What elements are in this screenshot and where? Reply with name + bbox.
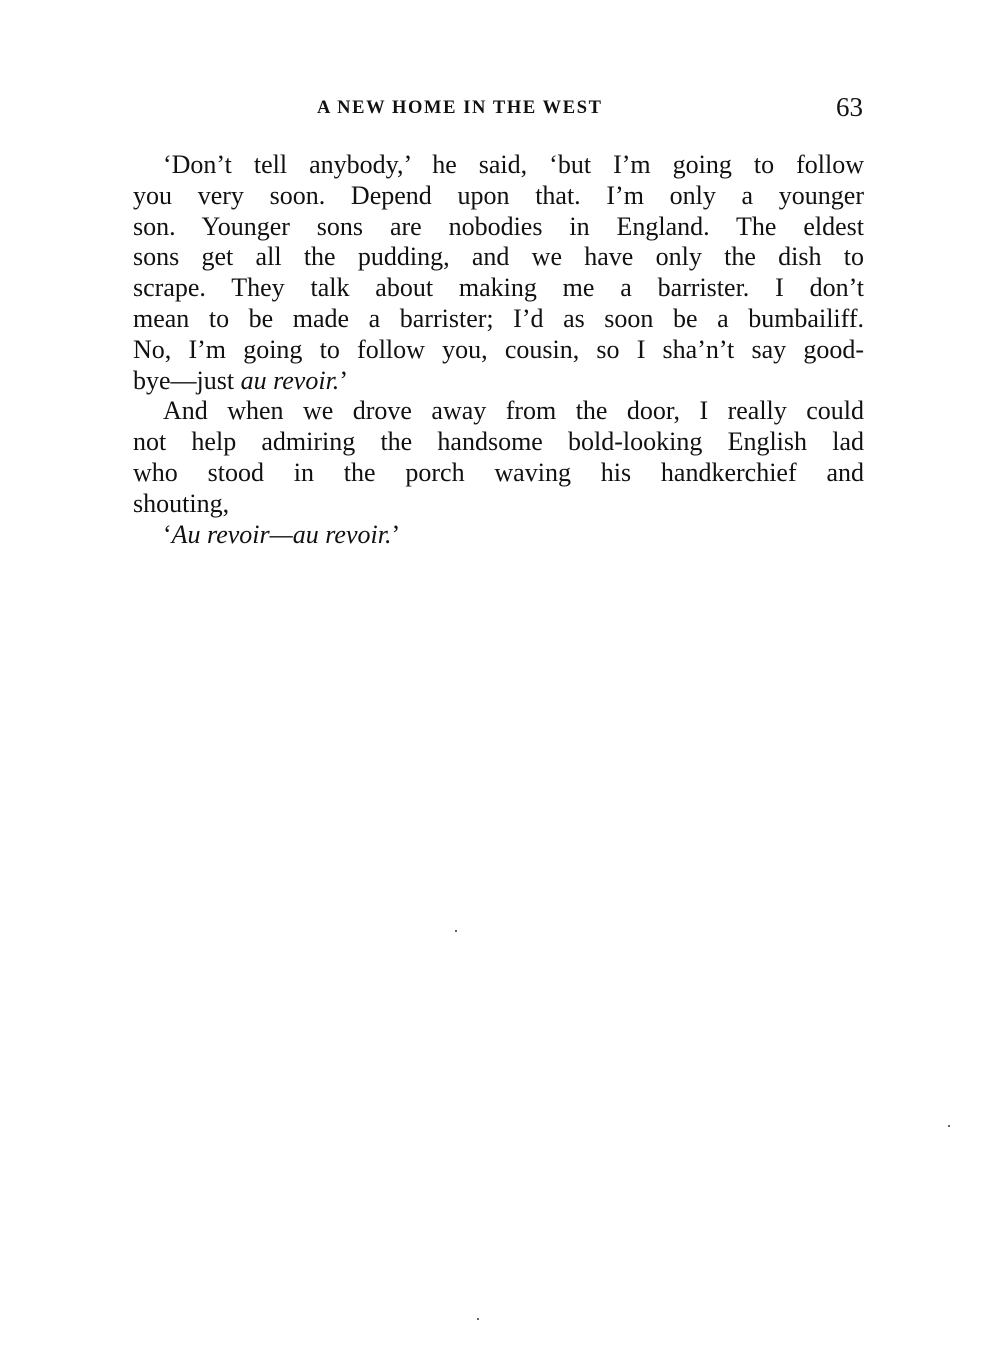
line-text: bye—just xyxy=(133,365,241,395)
text-line xyxy=(133,366,864,397)
text-line: scrape. They talk about making me a barrister. I don’t xyxy=(133,273,864,303)
closing-quote: ’ xyxy=(339,365,348,395)
italic-phrase: au revoir. xyxy=(240,365,340,395)
running-head xyxy=(132,94,865,124)
closing-quote: ’ xyxy=(391,519,401,549)
text-line: son. Younger sons are nobodies in England. The eldest xyxy=(133,211,864,241)
text-line: No, I’m going to follow you, cousin, so I sha’n’t say good- xyxy=(133,334,864,364)
scan-speck xyxy=(948,1125,950,1127)
text-line: sons get all the pudding, and we have only the dish to xyxy=(133,242,864,272)
text-line: And when we drove away from the door, I really could xyxy=(163,396,864,426)
text-line: ‘Don’t tell anybody,’ he said, ‘but I’m going to follow xyxy=(163,150,864,179)
text-line: mean to be made a barrister; I’d as soon be a bumbailiff. xyxy=(133,303,864,333)
paragraph-1 xyxy=(133,150,864,396)
page-number: 63 xyxy=(836,92,863,122)
running-title: A NEW HOME IN THE WEST xyxy=(317,98,603,118)
body-text xyxy=(133,150,864,550)
paragraph-2 xyxy=(133,396,864,519)
text-line: who stood in the porch waving his handkerchief and xyxy=(133,457,864,487)
text-line: you very soon. Depend upon that. I’m only a younger xyxy=(133,180,864,210)
text-line: shouting, xyxy=(133,488,230,518)
scan-speck xyxy=(477,1318,479,1320)
text-line: not help admiring the handsome bold-looking English lad xyxy=(133,427,864,457)
scan-speck xyxy=(455,930,457,932)
italic-phrase: Au revoir—au revoir. xyxy=(171,519,392,549)
text-line xyxy=(133,520,864,551)
opening-quote: ‘ xyxy=(163,519,172,549)
paragraph-3 xyxy=(133,520,864,551)
